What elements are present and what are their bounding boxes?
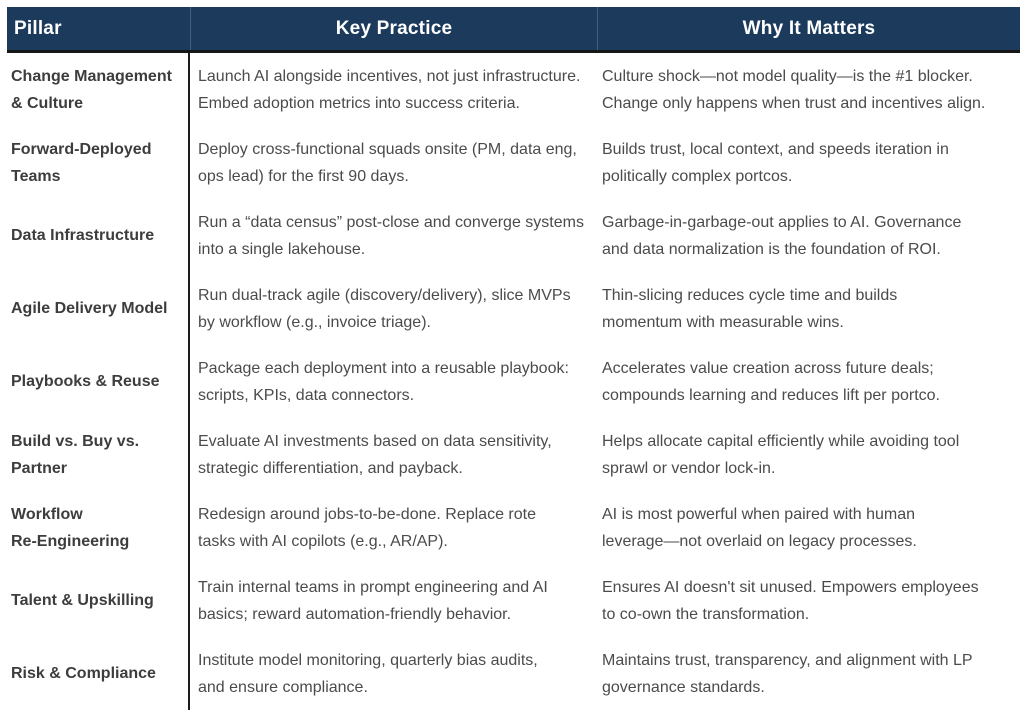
cell-why-it-matters xyxy=(597,53,1020,126)
cell-text-line: & Culture xyxy=(11,94,83,112)
cell-why-it-matters xyxy=(597,345,1020,418)
cell-text-line: Teams xyxy=(11,167,61,185)
cell-pillar xyxy=(7,345,190,418)
cell-text-line: governance standards. xyxy=(602,678,765,696)
cell-text-line: sprawl or vendor lock-in. xyxy=(602,459,776,477)
table-row xyxy=(7,345,1020,418)
cell-text-line: Playbooks & Reuse xyxy=(11,373,160,390)
cell-pillar xyxy=(7,637,190,710)
cell-pillar xyxy=(7,272,190,345)
cell-text-line: Partner xyxy=(11,459,68,477)
cell-text-line: Forward-Deployed xyxy=(11,140,152,158)
cell-pillar xyxy=(7,199,190,272)
cell-text-line: Re-Engineering xyxy=(11,532,130,550)
header-cell-key-practice: Key Practice xyxy=(190,7,597,50)
cell-text-line: Build vs. Buy vs. xyxy=(11,432,140,450)
cell-text-line: Helps allocate capital efficiently while avoiding tool xyxy=(602,432,960,450)
cell-key-practice xyxy=(190,418,597,491)
cell-key-practice xyxy=(190,491,597,564)
cell-pillar xyxy=(7,491,190,564)
cell-text-line: Data Infrastructure xyxy=(11,227,155,244)
cell-key-practice xyxy=(190,126,597,199)
table-row xyxy=(7,637,1020,710)
cell-text-line: Builds trust, local context, and speeds iteration in xyxy=(602,140,949,158)
table-row xyxy=(7,53,1020,126)
cell-text-line: Evaluate AI investments based on data sensitivity, xyxy=(198,432,552,450)
cell-text-line: Train internal teams in prompt engineering and AI xyxy=(198,578,548,596)
cell-why-it-matters xyxy=(597,491,1020,564)
cell-text-line: Package each deployment into a reusable playbook: xyxy=(198,359,569,377)
table-row xyxy=(7,126,1020,199)
cell-text-line: Accelerates value creation across future deals; xyxy=(602,359,934,377)
table-body xyxy=(7,53,1020,710)
cell-text-line: Ensures AI doesn't sit unused. Empowers employees xyxy=(602,578,979,596)
header-cell-pillar: Pillar xyxy=(14,17,62,39)
cell-text-line: and ensure compliance. xyxy=(198,678,368,696)
cell-text-line: momentum with measurable wins. xyxy=(602,313,844,331)
cell-why-it-matters xyxy=(597,564,1020,637)
cell-text-line: Embed adoption metrics into success criteria. xyxy=(198,94,520,112)
cell-text-line: Redesign around jobs-to-be-done. Replace rote xyxy=(198,505,536,523)
cell-text-line: AI is most powerful when paired with human xyxy=(602,505,916,523)
cell-text-line: Risk & Compliance xyxy=(11,665,156,682)
cell-text-line: basics; reward automation-friendly behavior. xyxy=(198,605,512,623)
cell-text-line: Institute model monitoring, quarterly bias audits, xyxy=(198,651,538,669)
cell-why-it-matters xyxy=(597,418,1020,491)
cell-key-practice xyxy=(190,345,597,418)
table-row xyxy=(7,564,1020,637)
table-row xyxy=(7,491,1020,564)
cell-text-line: Change Management xyxy=(11,67,172,85)
cell-why-it-matters xyxy=(597,272,1020,345)
cell-text-line: by workflow (e.g., invoice triage). xyxy=(198,313,431,331)
cell-key-practice xyxy=(190,272,597,345)
cell-text-line: leverage—not overlaid on legacy processes. xyxy=(602,532,917,550)
cell-pillar xyxy=(7,126,190,199)
cell-text-line: and data normalization is the foundation of ROI. xyxy=(602,240,941,258)
cell-text-line: Agile Delivery Model xyxy=(11,300,168,317)
cell-text-line: Culture shock—not model quality—is the #1 blocker. xyxy=(602,67,973,85)
cell-text-line: Thin-slicing reduces cycle time and builds xyxy=(602,286,898,304)
cell-key-practice xyxy=(190,53,597,126)
cell-text-line: Run dual-track agile (discovery/delivery), slice MVPs xyxy=(198,286,571,304)
cell-text-line: Run a “data census” post-close and converge systems xyxy=(198,213,584,231)
table-header-row xyxy=(7,7,1020,53)
cell-pillar xyxy=(7,564,190,637)
pillar-practice-table xyxy=(7,7,1020,710)
table-row xyxy=(7,418,1020,491)
cell-text-line: Deploy cross-functional squads onsite (PM, data eng, xyxy=(198,140,577,158)
cell-key-practice xyxy=(190,637,597,710)
cell-why-it-matters xyxy=(597,637,1020,710)
cell-why-it-matters xyxy=(597,126,1020,199)
cell-key-practice xyxy=(190,199,597,272)
cell-text-line: compounds learning and reduces lift per portco. xyxy=(602,386,940,404)
cell-key-practice xyxy=(190,564,597,637)
cell-text-line: Workflow xyxy=(11,505,83,523)
header-cell-why-it-matters: Why It Matters xyxy=(597,7,1020,50)
cell-text-line: into a single lakehouse. xyxy=(198,240,366,258)
cell-text-line: strategic differentiation, and payback. xyxy=(198,459,463,477)
cell-text-line: tasks with AI copilots (e.g., AR/AP). xyxy=(198,532,448,550)
cell-text-line: to co-own the transformation. xyxy=(602,605,810,623)
cell-why-it-matters xyxy=(597,199,1020,272)
cell-text-line: Talent & Upskilling xyxy=(11,592,154,609)
cell-text-line: ops lead) for the first 90 days. xyxy=(198,167,409,185)
table-row xyxy=(7,272,1020,345)
cell-text-line: Change only happens when trust and incentives align. xyxy=(602,94,986,112)
cell-text-line: Launch AI alongside incentives, not just infrastructure. xyxy=(198,67,581,85)
cell-pillar xyxy=(7,53,190,126)
cell-text-line: Maintains trust, transparency, and alignment with LP xyxy=(602,651,973,669)
cell-text-line: scripts, KPIs, data connectors. xyxy=(198,386,415,404)
cell-text-line: Garbage-in-garbage-out applies to AI. Governance xyxy=(602,213,962,231)
table-row xyxy=(7,199,1020,272)
cell-pillar xyxy=(7,418,190,491)
cell-text-line: politically complex portcos. xyxy=(602,167,793,185)
